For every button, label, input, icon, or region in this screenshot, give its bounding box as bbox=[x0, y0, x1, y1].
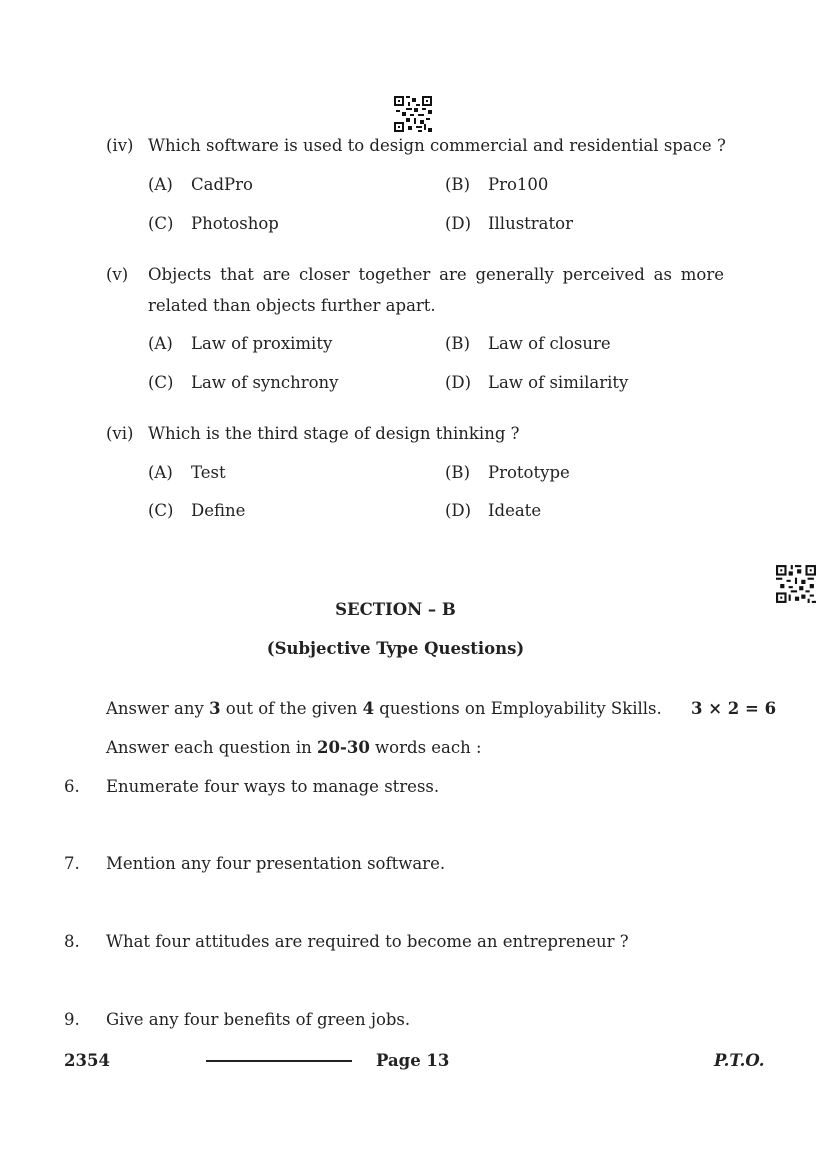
instruction-text: Answer each question in bbox=[106, 738, 318, 757]
qr-code-top bbox=[394, 96, 432, 132]
section-marks: 3 × 2 = 6 bbox=[691, 699, 777, 718]
instruction-text: Answer any bbox=[106, 699, 210, 718]
question-v-text-line1: Objects that are closer together are generally perceived as more bbox=[148, 265, 724, 284]
option-text: Illustrator bbox=[488, 214, 573, 233]
question-7-number: 7. bbox=[64, 854, 80, 873]
question-8-text: What four attitudes are required to become an entrepreneur ? bbox=[106, 932, 629, 951]
section-subtitle: (Subjective Type Questions) bbox=[266, 639, 525, 658]
question-vi-number: (vi) bbox=[106, 424, 134, 443]
option-text: CadPro bbox=[191, 175, 253, 194]
footer-rule bbox=[206, 1060, 352, 1062]
option-label: (D) bbox=[445, 373, 472, 392]
option-text: Law of similarity bbox=[488, 373, 629, 392]
page-number: Page 13 bbox=[376, 1051, 450, 1070]
question-7-text: Mention any four presentation software. bbox=[106, 854, 446, 873]
question-6-number: 6. bbox=[64, 777, 80, 796]
instruction-text: words each : bbox=[369, 738, 482, 757]
instruction-number: 3 bbox=[209, 699, 221, 718]
question-v-text-line2: related than objects further apart. bbox=[148, 296, 436, 315]
question-iv-number: (iv) bbox=[106, 136, 134, 155]
option-text: Law of synchrony bbox=[191, 373, 339, 392]
option-label: (B) bbox=[445, 463, 470, 482]
question-8-number: 8. bbox=[64, 932, 80, 951]
paper-code: 2354 bbox=[64, 1051, 110, 1070]
option-label: (A) bbox=[148, 175, 173, 194]
section-instruction-1 bbox=[106, 699, 662, 718]
question-vi-text: Which is the third stage of design thinking ? bbox=[148, 424, 520, 443]
question-9-number: 9. bbox=[64, 1010, 80, 1029]
question-v-number: (v) bbox=[106, 265, 129, 284]
option-text: Pro100 bbox=[488, 175, 549, 194]
question-9-text: Give any four benefits of green jobs. bbox=[106, 1010, 411, 1029]
option-label: (B) bbox=[445, 334, 470, 353]
instruction-text: questions on Employability Skills. bbox=[374, 699, 662, 718]
option-label: (C) bbox=[148, 373, 174, 392]
option-label: (C) bbox=[148, 214, 174, 233]
option-label: (A) bbox=[148, 334, 173, 353]
option-text: Law of closure bbox=[488, 334, 611, 353]
option-label: (D) bbox=[445, 214, 472, 233]
option-text: Define bbox=[191, 501, 246, 520]
option-text: Test bbox=[191, 463, 226, 482]
section-title: SECTION – B bbox=[335, 600, 456, 619]
qr-code-side bbox=[776, 565, 816, 603]
instruction-text: out of the given bbox=[220, 699, 363, 718]
option-text: Photoshop bbox=[191, 214, 279, 233]
option-text: Ideate bbox=[488, 501, 542, 520]
section-instruction-2 bbox=[106, 738, 482, 757]
option-label: (D) bbox=[445, 501, 472, 520]
option-label: (C) bbox=[148, 501, 174, 520]
option-label: (B) bbox=[445, 175, 470, 194]
option-text: Law of proximity bbox=[191, 334, 333, 353]
instruction-number: 4 bbox=[362, 699, 375, 718]
question-6-text: Enumerate four ways to manage stress. bbox=[106, 777, 440, 796]
question-iv-text: Which software is used to design commercial and residential space ? bbox=[148, 136, 726, 155]
instruction-number: 20-30 bbox=[317, 738, 370, 757]
pto-label: P.T.O. bbox=[714, 1051, 765, 1070]
option-label: (A) bbox=[148, 463, 173, 482]
option-text: Prototype bbox=[488, 463, 570, 482]
